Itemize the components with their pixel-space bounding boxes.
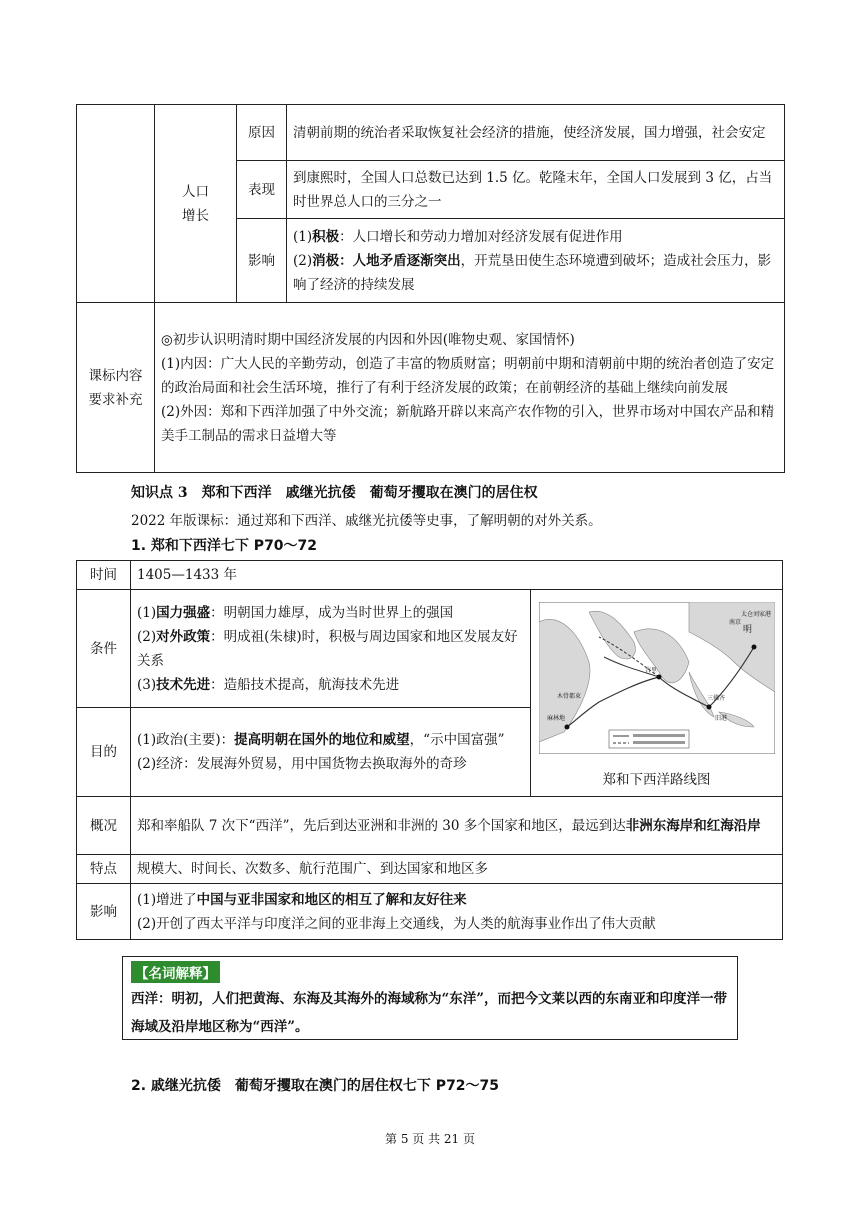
glossary-text: 西洋：明初，人们把黄海、东海及其海外的海域称为“东洋”，而把今文莱以西的东南亚和印度洋一带海域及沿岸地区称为“西洋”。 (131, 991, 728, 1035)
row-label: 影响 (237, 219, 287, 303)
time-label: 时间 (77, 561, 131, 590)
map-caption: 郑和下西洋路线图 (602, 772, 711, 788)
purpose-text: (1)政治(主要)：提高明朝在国外的地位和威望，“示中国富强” (2)经济：发展海外贸易，用中国货物去换取海外的奇珍 (131, 708, 531, 797)
map-label-guli: 古里 (644, 667, 657, 674)
zhenghe-route-map (539, 602, 775, 754)
supplement-content (155, 303, 785, 473)
row-label: 原因 (237, 105, 287, 161)
map-label-nanjing: 南京 (728, 619, 741, 626)
impact-label: 影响 (77, 884, 131, 940)
overview-text: 郑和率船队 7 次下“西洋”，先后到达亚洲和非洲的 30 多个国家和地区，最远到达非洲东海岸和红海沿岸 (131, 797, 783, 855)
map-label-mogadishu: 木骨都束 (556, 693, 581, 700)
row-text: (1)积极：人口增长和劳动力增加对经济发展有促进作用 (2)消极：人地矛盾逐渐突出，开荒垦田使生态环境遭到破坏；造成社会压力，影响了经济的持续发展 (287, 219, 785, 303)
row-label: 表现 (237, 161, 287, 219)
condition-label: 条件 (77, 590, 131, 708)
population-table (76, 104, 785, 473)
row-text: 清朝前期的统治者采取恢复社会经济的措施，使经济发展，国力增强，社会安定 (287, 105, 785, 161)
feature-label: 特点 (77, 855, 131, 884)
map-cell (531, 590, 783, 797)
curriculum-standard: 2022 年版课标：通过郑和下西洋、戚继光抗倭等史事，了解明朝的对外关系。 (131, 513, 602, 529)
page-footer: 第 5 页 共 21 页 (385, 1132, 475, 1146)
overview-label: 概况 (77, 797, 131, 855)
empty-cell (77, 105, 155, 303)
condition-text: (1)国力强盛：明朝国力雄厚，成为当时世界上的强国 (2)对外政策：明成祖(朱棣)时，积极与周边国家和地区发展友好关系 (3)技术先进：造船技术提高，航海技术先进 (131, 590, 531, 708)
section-title-1: 1. 郑和下西洋七下 P70～72 (131, 538, 318, 554)
time-value: 1405—1433 年 (131, 561, 783, 590)
supplement-p1: (1)内因：广大人民的辛勤劳动，创造了丰富的物质财富；明朝前中期和清朝前中期的统治者创造了安定的政治局面和社会生活环境，推行了有利于经济发展的政策；在前朝经济的基础上继续向前发展 (161, 355, 775, 396)
category-cell: 人口 增长 (155, 105, 237, 303)
supplement-p2: (2)外因：郑和下西洋加强了中外交流；新航路开辟以来高产农作物的引入，世界市场对中国农产品和精美手工制品的需求日益增大等 (161, 403, 775, 444)
row-text: 到康熙时，全国人口总数已达到 1.5 亿。乾隆末年，全国人口发展到 3 亿，占当时世界总人口的三分之一 (287, 161, 785, 219)
feature-text: 规模大、时间长、次数多、航行范围广、到达国家和地区多 (131, 855, 783, 884)
map-label-jiugang: 旧港 (714, 715, 727, 722)
map-label-ming: 明 (742, 625, 752, 635)
purpose-label: 目的 (77, 708, 131, 797)
supplement-title: ◎初步认识明清时期中国经济发展的内因和外因(唯物史观、家国情怀) (161, 331, 575, 348)
knowledge-point-title: 知识点 3 郑和下西洋 戚继光抗倭 葡萄牙攫取在澳门的居住权 (131, 485, 538, 501)
impact-text: (1)增进了中国与亚非国家和地区的相互了解和友好往来 (2)开创了西太平洋与印度洋之间的亚非海上交通线，为人类的航海事业作出了伟大贡献 (131, 884, 783, 940)
glossary-title: 【名词解释】 (131, 961, 220, 983)
section-title-2: 2. 戚继光抗倭 葡萄牙攫取在澳门的居住权七下 P72～75 (131, 1078, 500, 1094)
supplement-label: 课标内容 要求补充 (77, 303, 155, 473)
map-label-sanfoqi: 三佛齐 (706, 695, 725, 702)
map-label-malindi: 麻林地 (546, 715, 565, 722)
glossary-box (122, 956, 738, 1040)
zhenghe-table (76, 560, 783, 940)
map-label-liujiagang: 太仓刘家港 (740, 611, 771, 618)
